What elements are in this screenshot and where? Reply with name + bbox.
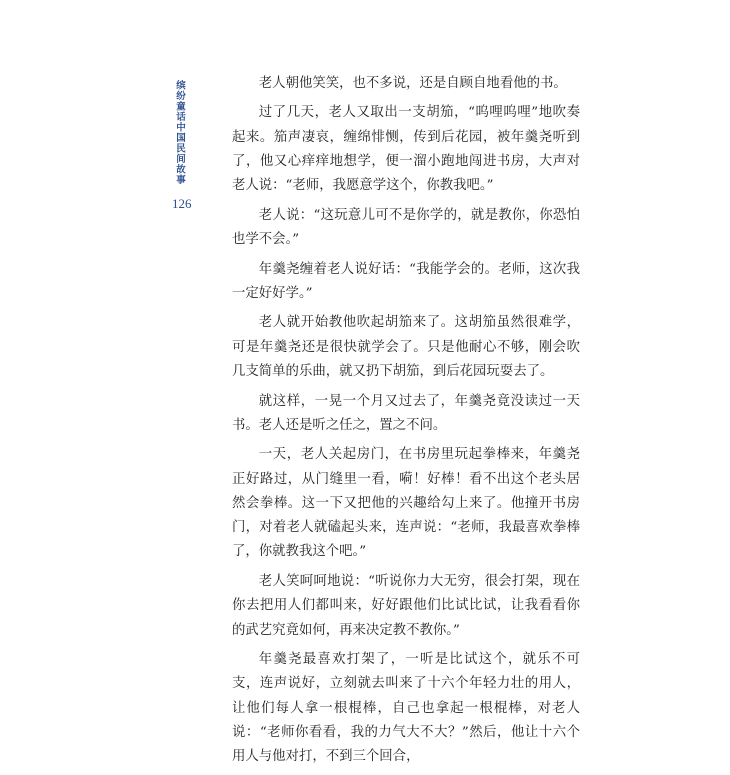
- page-number: 126: [172, 196, 192, 211]
- paragraph: 老人笑呵呵地说：“听说你力大无穷，很会打架，现在你去把用人们都叫来，好好跟他们比试比试，让我看看你的武艺究竟如何，再来决定教不教你。”: [232, 573, 580, 638]
- story-text: [232, 72, 580, 775]
- paragraph: 老人就开始教他吹起胡笳来了。这胡笳虽然很难学，可是年羹尧还是很快就学会了。只是他耐心不够，刚会吹几支简单的乐曲，就又扔下胡笳，到后花园玩耍去了。: [232, 315, 580, 380]
- paragraph: 年羹尧最喜欢打架了，一听是比试这个，就乐不可支，连声说好，立刻就去叫来了十六个年轻力壮的用人，让他们每人拿一根棍棒，自己也拿起一根棍棒，对老人说：“老师你看看，我的力气大不大？”然后，他让十六个用人与他对打，不到三个回合，: [232, 652, 580, 765]
- running-header: [170, 80, 188, 185]
- paragraph: 老人说：“这玩意儿可不是你学的，就是教你，你恐怕也学不会。”: [232, 207, 580, 248]
- paragraph: 过了几天，老人又取出一支胡笳，“呜哩呜哩”地吹奏起来。笳声凄哀，缠绵悱恻，传到后花园，被年羹尧听到了，他又心痒痒地想学，便一溜小跑地闯进书房，大声对老人说：“老师，我愿意学这个，你教我吧。”: [232, 105, 580, 194]
- series-title: 缤纷童话中国民间故事: [174, 80, 185, 185]
- paragraph: 老人朝他笑笑，也不多说，还是自顾自地看他的书。: [258, 76, 567, 91]
- paragraph: 年羹尧缠着老人说好话：“我能学会的。老师，这次我一定好好学。”: [232, 261, 580, 301]
- paragraph: 就这样，一晃一个月又过去了，年羹尧竟没读过一天书。老人还是听之任之，置之不问。: [232, 393, 580, 433]
- paragraph: 一天，老人关起房门，在书房里玩起拳棒来，年羹尧正好路过，从门缝里一看，嗬！好棒！看不出这个老头居然会拳棒。这一下又把他的兴趣给勾上来了。他撞开书房门，对着老人就磕起头来，连声说：“老师，我最喜欢拳棒了，你就教我这个吧。”: [232, 447, 580, 560]
